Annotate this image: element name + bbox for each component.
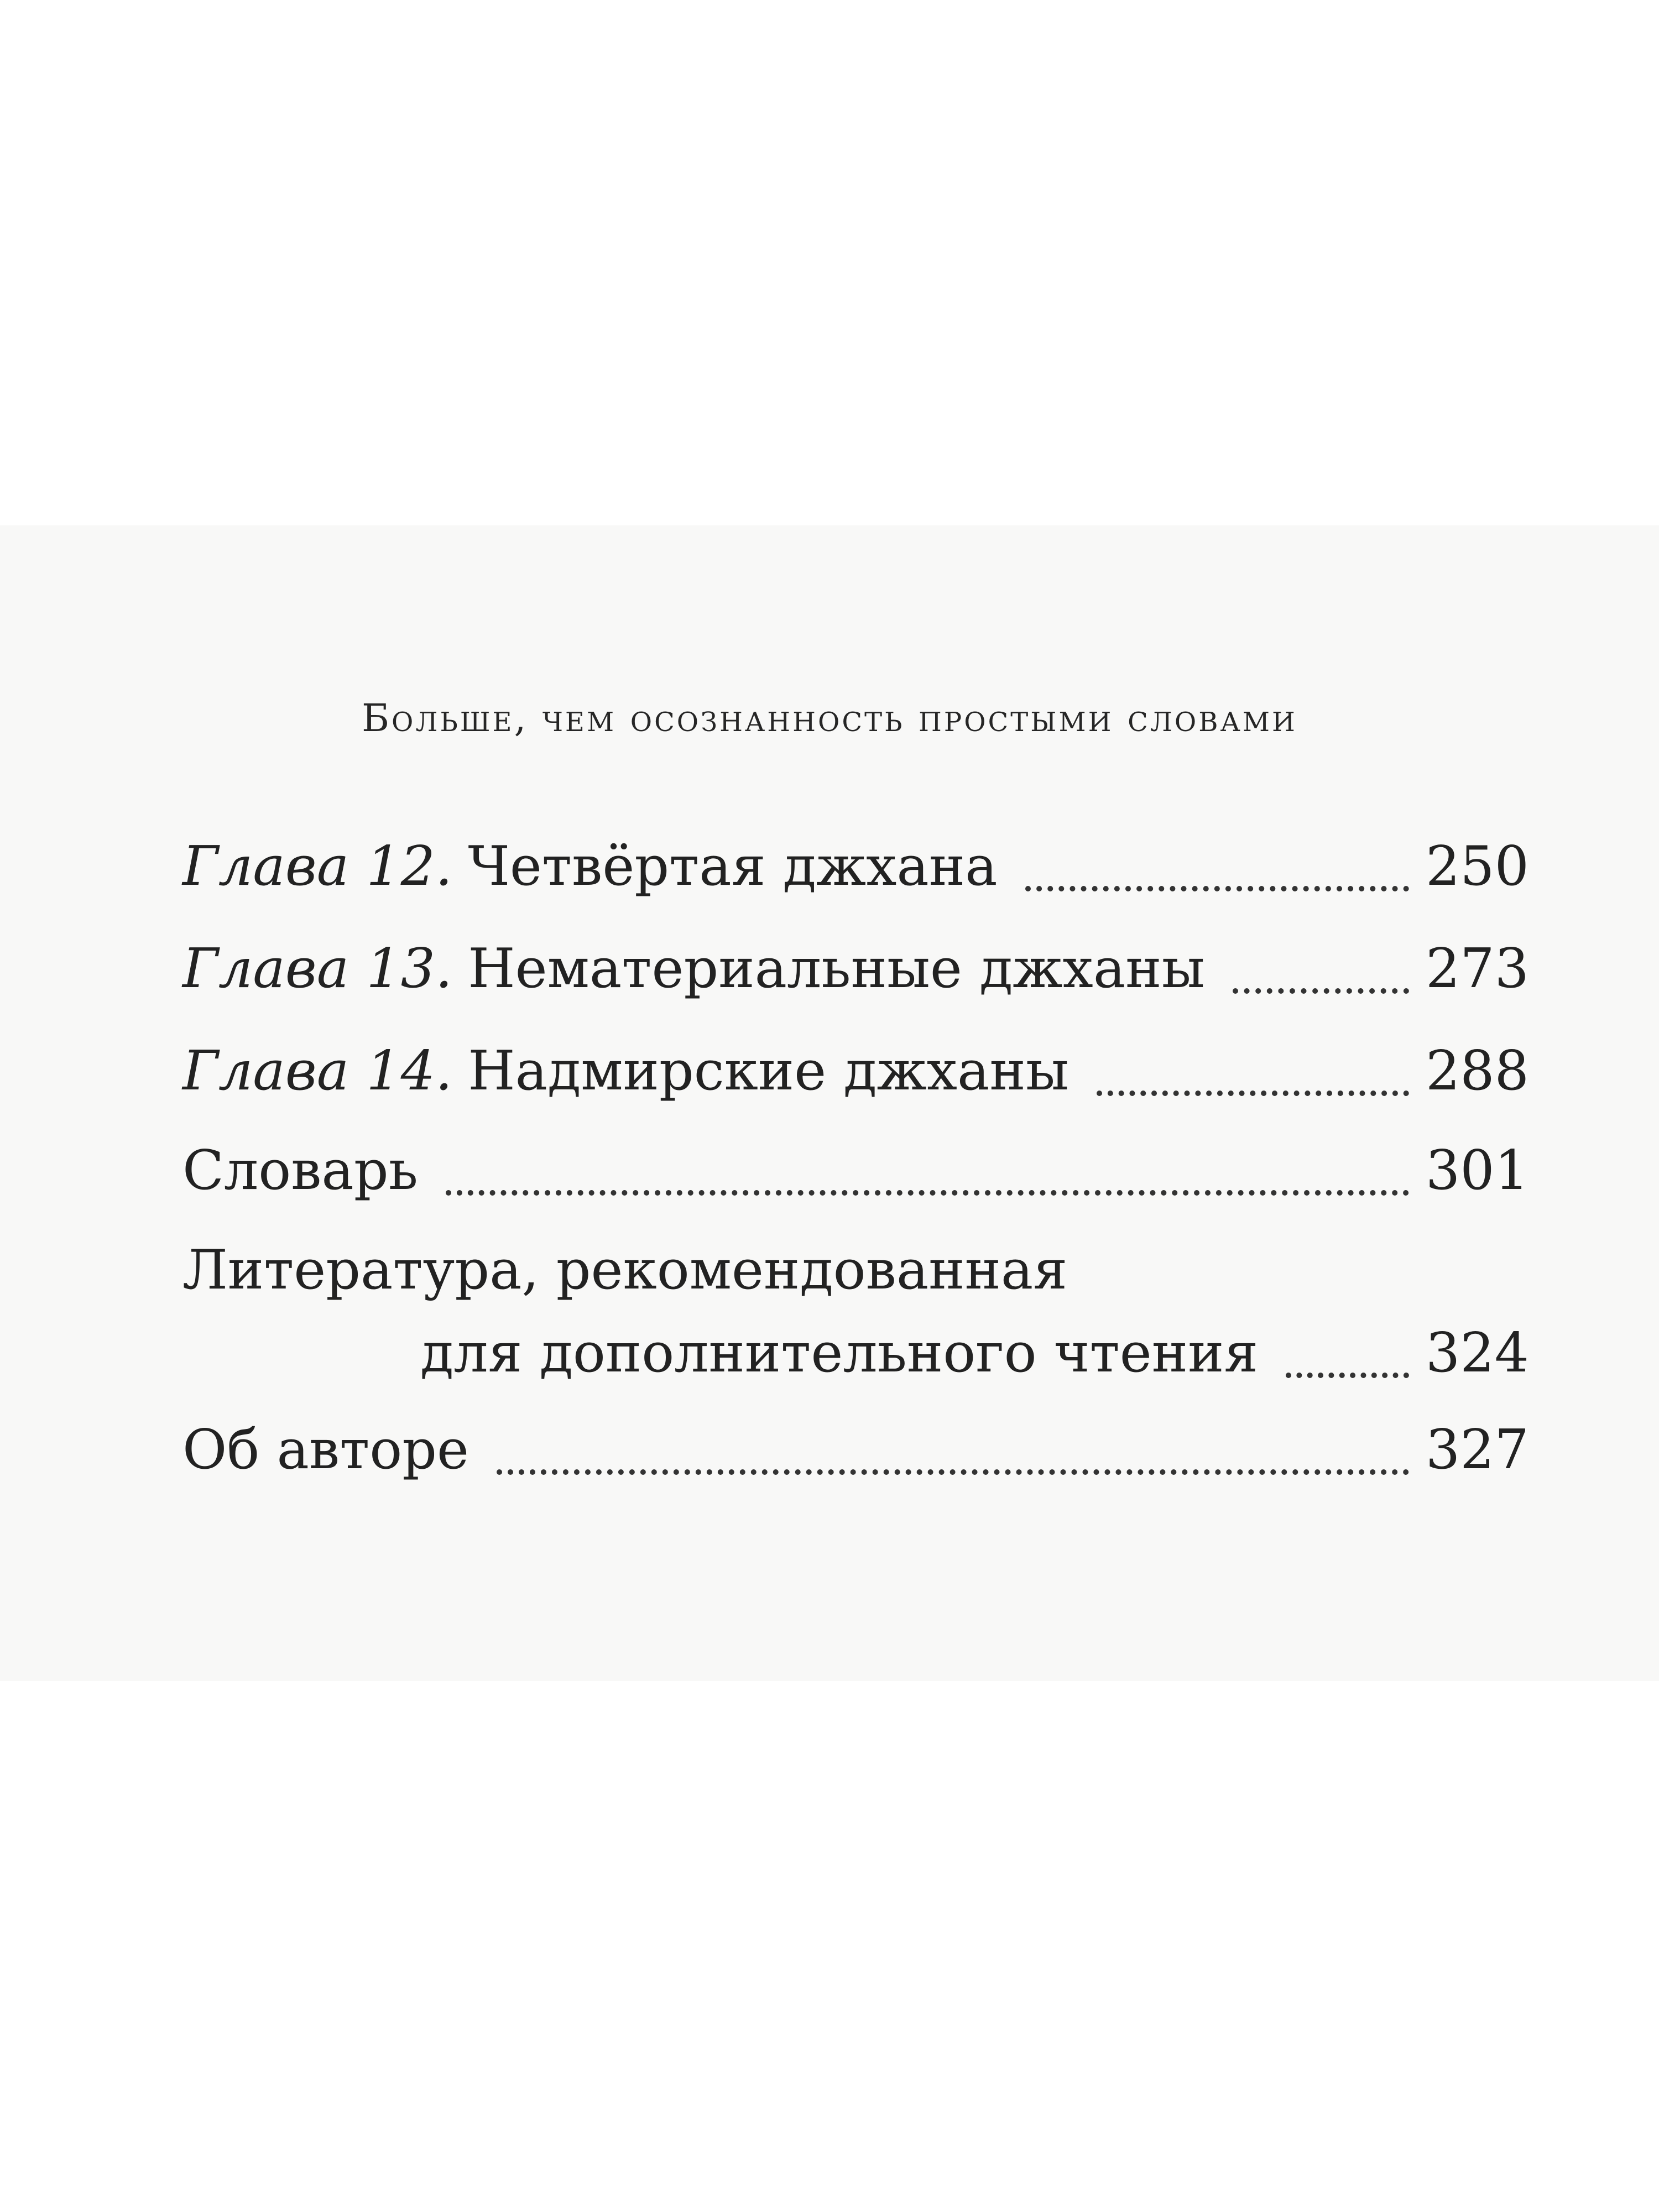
toc-entry bbox=[182, 1040, 1529, 1112]
toc-page-number: 250 bbox=[1425, 835, 1529, 898]
toc-page-number: 324 bbox=[1425, 1322, 1529, 1385]
toc-page-number: 288 bbox=[1425, 1040, 1529, 1103]
toc-title-line2: для дополнительного чтения bbox=[420, 1322, 1259, 1385]
toc-leader-dots bbox=[446, 1190, 1409, 1196]
toc-title: Четвёртая джхана bbox=[468, 835, 998, 898]
book-page bbox=[0, 525, 1659, 1681]
toc-entry bbox=[182, 1139, 1529, 1211]
toc-page-number: 301 bbox=[1425, 1139, 1529, 1202]
toc-chapter-label: Глава 14. bbox=[182, 1040, 453, 1103]
toc-chapter-label: Глава 12. bbox=[182, 835, 453, 898]
toc-leader-dots bbox=[1286, 1373, 1409, 1378]
toc-entry bbox=[420, 1322, 1529, 1394]
toc-title: Словарь bbox=[182, 1139, 418, 1202]
toc-page-number: 273 bbox=[1425, 937, 1529, 1000]
toc-title: Надмирские джханы bbox=[468, 1040, 1069, 1103]
toc-title: Нематериальные джханы bbox=[468, 937, 1205, 1000]
toc-leader-dots bbox=[1097, 1091, 1409, 1096]
toc-entry bbox=[182, 937, 1529, 1009]
toc-entry bbox=[182, 1418, 1529, 1490]
toc-entry bbox=[182, 835, 1529, 907]
toc-leader-dots bbox=[1025, 886, 1409, 891]
toc-title: Об авторе bbox=[182, 1418, 469, 1481]
toc-title-line1: Литература, рекомендованная bbox=[182, 1239, 1068, 1302]
toc-leader-dots bbox=[497, 1469, 1409, 1475]
toc-leader-dots bbox=[1233, 988, 1409, 994]
running-head: Больше, чем осознанность простыми словами bbox=[362, 697, 1297, 740]
toc-chapter-label: Глава 13. bbox=[182, 937, 453, 1000]
toc-page-number: 327 bbox=[1425, 1418, 1529, 1481]
